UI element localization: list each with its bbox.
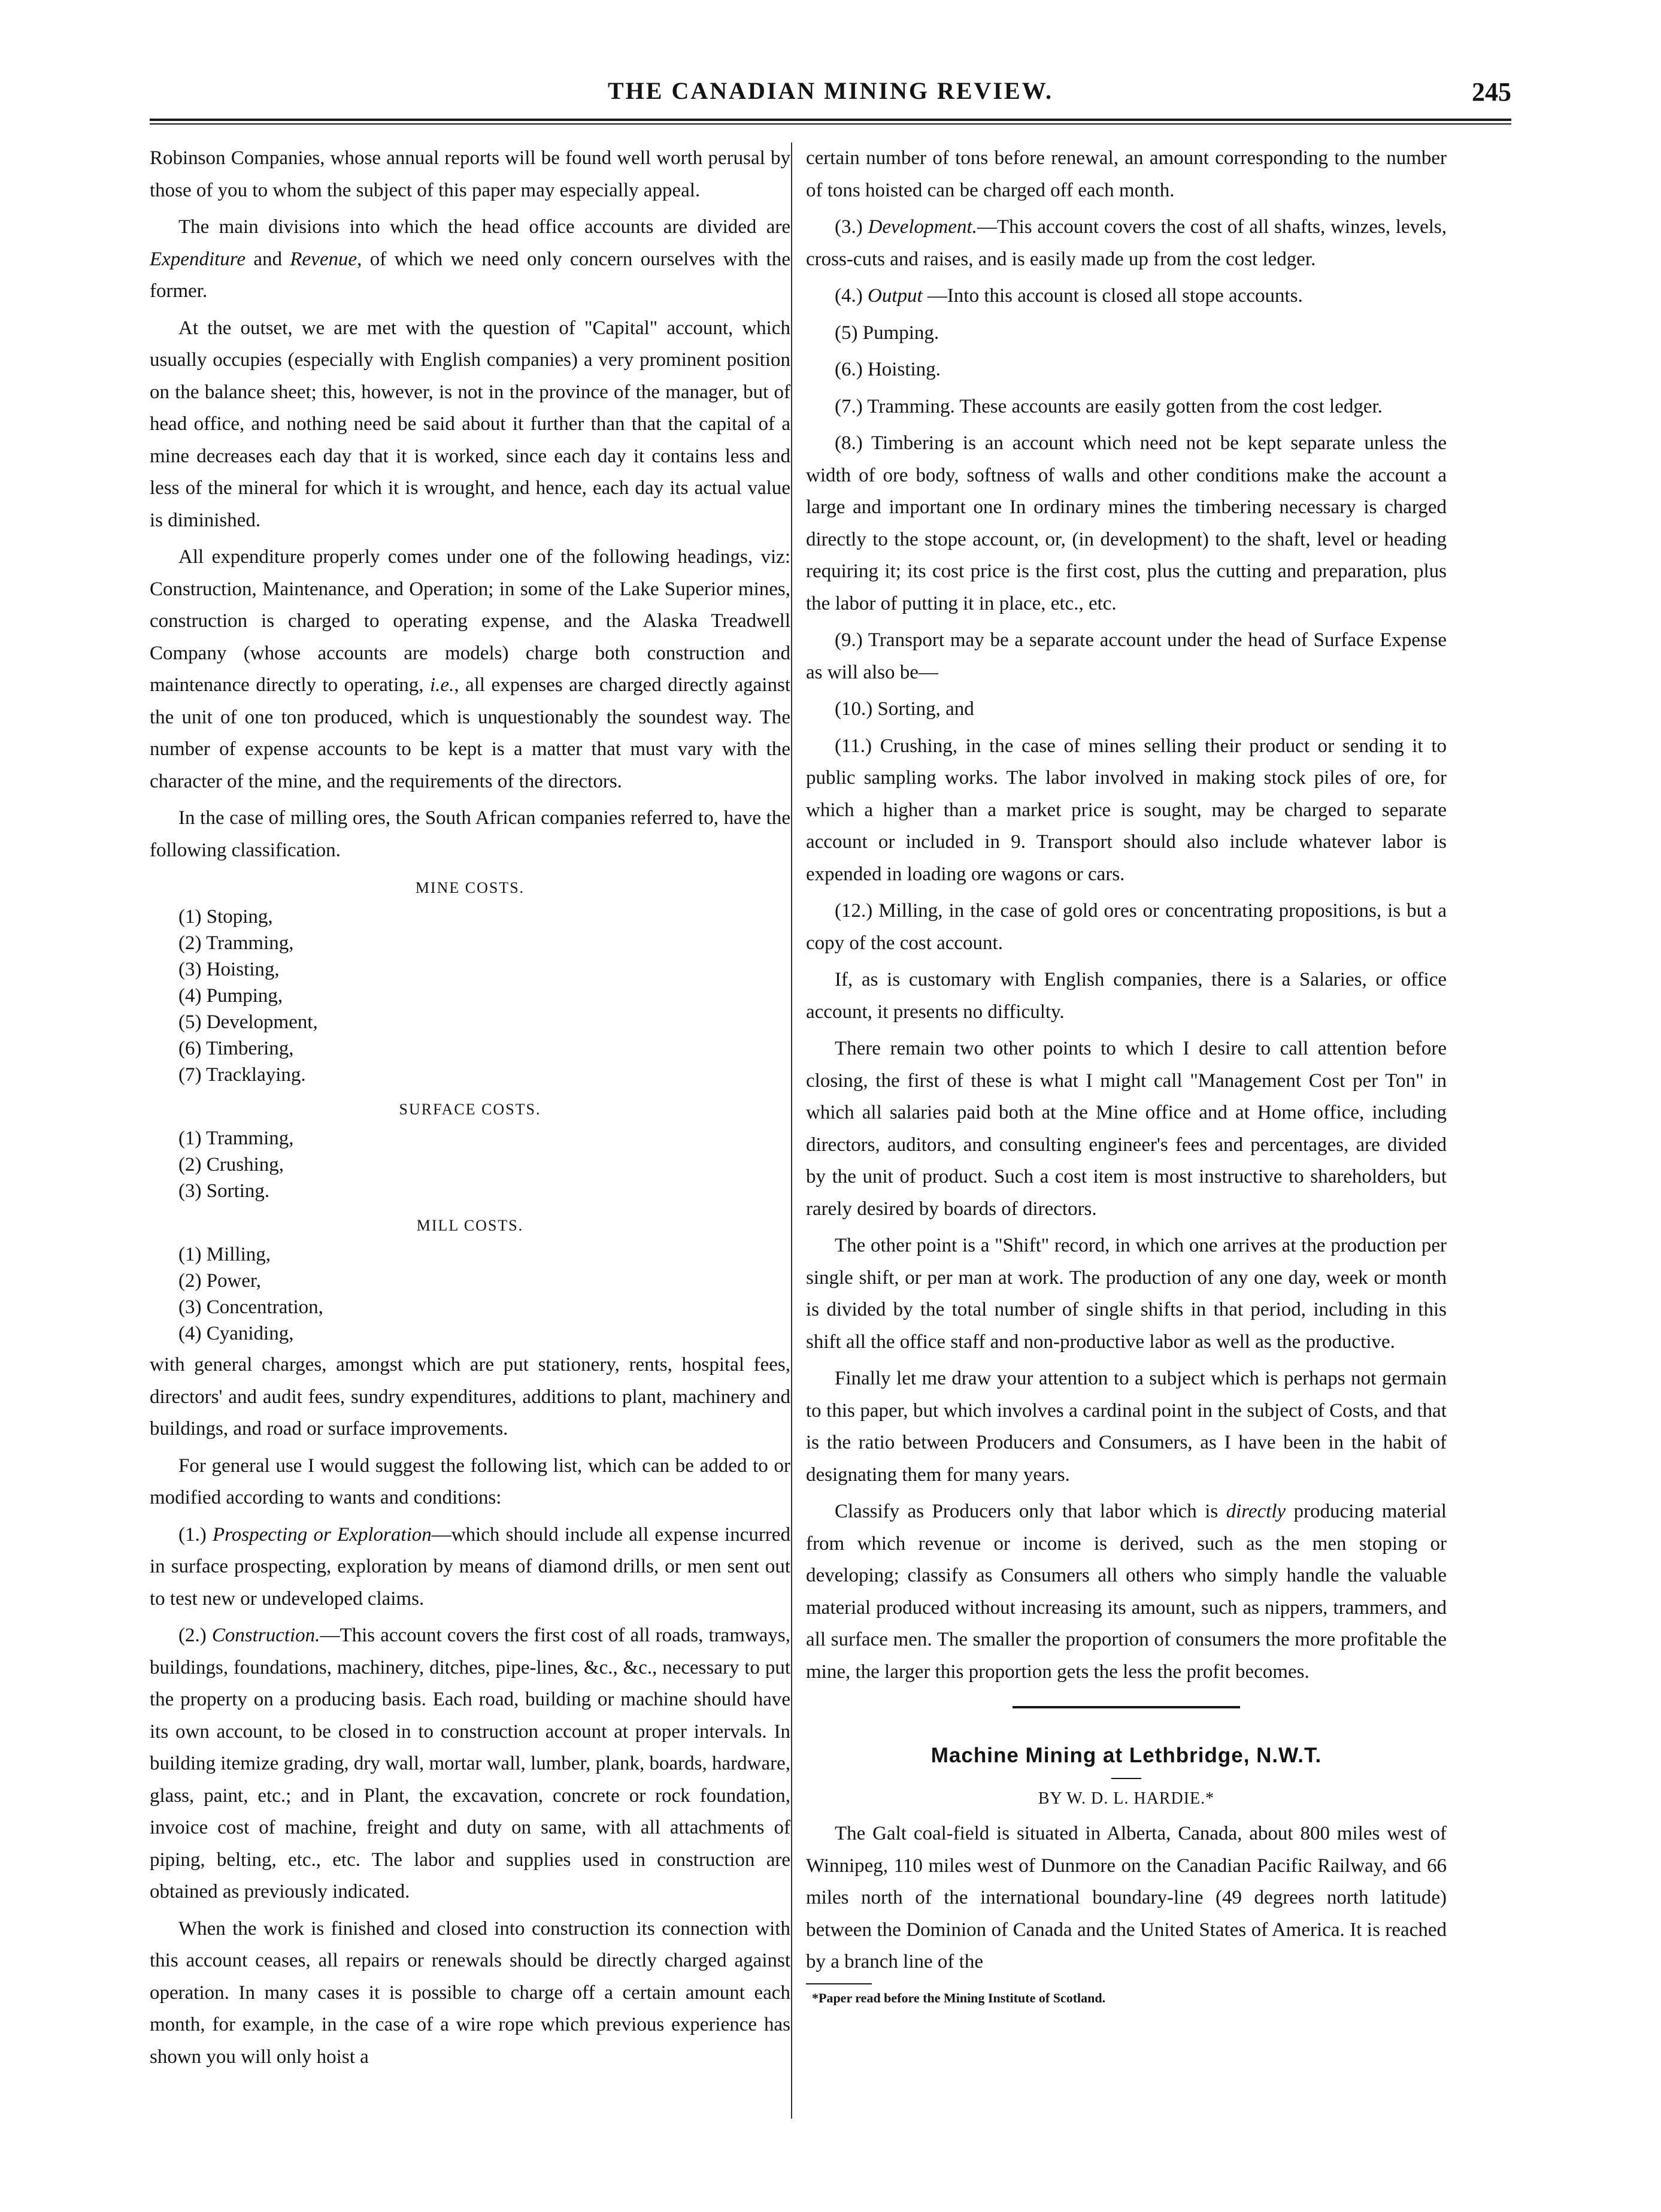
paragraph: (5) Pumping.: [835, 322, 939, 344]
list-item: (1) Milling,: [178, 1244, 271, 1265]
paragraph: [150, 1519, 790, 1616]
title-rule: [1111, 1778, 1141, 1779]
paragraph: At the outset, we are met with the question of "Capital" account, which usually occupies (especially with English companies) a very prominent position on the balance sheet; this, however, is not in the province of the manager, but of head office, and nothing need be said about it further than that the capital of a mine decreases each day that it is worked, since each day it contains less and less of the mineral for which it is wrought, and hence, each day its actual value is diminished.: [150, 317, 790, 531]
paragraph: In the case of milling ores, the South African companies referred to, have the following classification.: [150, 807, 790, 861]
footnote: *Paper read before the Mining Institute of Scotland.: [812, 1990, 1106, 2005]
list-item: (2) Tramming,: [178, 932, 294, 954]
text-run: (2.): [178, 1625, 212, 1646]
mine-costs-heading: MINE COSTS.: [415, 879, 525, 896]
text-run: All expenditure properly comes under one of the following headings, viz: Construction, Maintenance, and Operation; in some of the Lake Superior mines, construction is charged to operating expense, and the Alaska Treadwell Company (whose accounts are models) charge both construction and maintenance directly to operating,: [150, 546, 790, 696]
text-run: The main divisions into which the head office accounts are divided are: [178, 216, 790, 238]
paragraph: Finally let me draw your attention to a subject which is perhaps not germain to this paper, but which involves a cardinal point in the subject of Costs, and that is the ratio between Producers and Consumers, as I have been in the habit of designating them for many years.: [806, 1368, 1447, 1486]
text-run: —This account covers the first cost of all roads, tramways, buildings, foundations, machinery, ditches, pipe-lines, &c., &c., necessary to put the property on a producing basis. Each road, building or machine should have its own account, to be closed in to construction account at proper intervals. In building itemize grading, dry wall, mortar wall, lumber, plank, boards, hardware, glass, paint, etc.; and in Plant, the excavation, concrete or rock foundation, invoice cost of machine, freight and duty on same, with all attachments of piping, belting, etc., etc. The labor and supplies used in construction are obtained as previously indicated.: [150, 1625, 791, 1902]
list-item: (3) Concentration,: [178, 1296, 323, 1318]
paragraph: [806, 1496, 1447, 1688]
mill-costs-list: [150, 1241, 790, 1347]
list-item: (2) Crushing,: [178, 1154, 284, 1175]
emphasis: directly: [1226, 1501, 1286, 1522]
paragraph: (7.) Tramming. These accounts are easily gotten from the cost ledger.: [835, 395, 1383, 417]
text-run: (4.): [835, 285, 868, 307]
paragraph: (9.) Transport may be a separate account under the head of Surface Expense as will also be—: [806, 629, 1447, 683]
emphasis: Prospecting or Exploration: [212, 1523, 432, 1546]
page-header: [150, 77, 1511, 119]
paragraph: [150, 1620, 790, 1908]
paragraph: [150, 541, 790, 798]
list-item: (3) Sorting.: [178, 1180, 270, 1202]
byline: BY W. D. L. HARDIE.*: [1038, 1789, 1215, 1808]
paragraph: (11.) Crushing, in the case of mines selling their product or sending it to public sampling works. The labor involved in making stock piles of ore, for which a higher than a market price is sought, may be charged to separate account or included in 9. Transport should also include whatever labor is expended in loading ore wagons or cars.: [806, 735, 1447, 885]
text-run: —Into this account is closed all stope accounts.: [922, 285, 1303, 307]
paragraph: When the work is finished and closed into construction its connection with this account ceases, all repairs or renewals should be directly charged against operation. In many cases it is possible to charge off a certain amount each month, for example, in the case of a wire rope which previous experience has shown you will only hoist a: [150, 1917, 790, 2068]
left-column: [150, 143, 790, 2078]
section-rule: [1013, 1706, 1240, 1708]
list-item: (7) Tracklaying.: [178, 1064, 306, 1086]
paragraph: certain number of tons before renewal, an amount corresponding to the number of tons hoisted can be charged off each month.: [806, 147, 1447, 201]
text-run: , of which we need only concern ourselves with the former.: [150, 248, 790, 302]
text-run: and: [245, 248, 290, 270]
list-item: (2) Power,: [178, 1270, 261, 1292]
paragraph: Robinson Companies, whose annual reports will be found well worth perusal by those of you to whom the subject of this paper may especially appeal.: [150, 147, 790, 201]
emphasis: Revenue: [290, 248, 357, 270]
header-rule: [150, 119, 1511, 121]
footnote-rule: [806, 1983, 872, 1984]
right-column: [806, 143, 1447, 2007]
list-item: (5) Development,: [178, 1011, 318, 1033]
journal-title: THE CANADIAN MINING REVIEW.: [607, 77, 1054, 104]
emphasis: Construction.: [211, 1625, 320, 1646]
paragraph: There remain two other points to which I desire to call attention before closing, the first of these is what I might call "Management Cost per Ton" in which all salaries paid both at the Mine office and at Home office, including directors, auditors, and consulting engineer's fees and percentages, are divided by the unit of product. Such a cost item is most instructive to shareholders, but rarely desired by boards of directors.: [806, 1038, 1447, 1220]
list-item: (4) Pumping,: [178, 985, 283, 1007]
emphasis: i.e.: [430, 674, 454, 696]
list-item: (1) Tramming,: [178, 1128, 294, 1149]
list-item: (4) Cyaniding,: [178, 1323, 294, 1344]
header-rule-thin: [150, 123, 1511, 125]
column-divider: [791, 143, 792, 2119]
paragraph: (10.) Sorting, and: [835, 698, 974, 720]
text-run: , all expenses are charged directly against the unit of one ton produced, which is unquestionably the soundest way. The number of expense accounts to be kept is a matter that must vary with the character of the mine, and the requirements of the directors.: [150, 674, 790, 792]
page-number: 245: [1472, 77, 1511, 107]
emphasis: Output: [867, 285, 923, 307]
surface-costs-heading: SURFACE COSTS.: [399, 1101, 541, 1118]
list-item: (6) Timbering,: [178, 1038, 294, 1059]
paragraph: with general charges, amongst which are put stationery, rents, hospital fees, directors' and audit fees, sundry expenditures, additions to plant, machinery and buildings, and road or surface improvements.: [150, 1354, 790, 1440]
paragraph: For general use I would suggest the following list, which can be added to or modified according to wants and conditions:: [150, 1455, 790, 1508]
paragraph: [150, 211, 790, 308]
mill-costs-heading: MILL COSTS.: [416, 1217, 524, 1234]
text-run: (3.): [835, 216, 868, 238]
mine-costs-list: [150, 904, 790, 1088]
paragraph: The other point is a "Shift" record, in which one arrives at the production per single shift, or per man at work. The production of any one day, week or month is divided by the total number of single shifts in that period, including in this shift all the office staff and non-productive labor as well as the productive.: [806, 1235, 1447, 1353]
text-run: Classify as Producers only that labor which is: [835, 1501, 1226, 1522]
paragraph: If, as is customary with English companies, there is a Salaries, or office account, it presents no difficulty.: [806, 969, 1447, 1023]
paragraph: The Galt coal-field is situated in Alberta, Canada, about 800 miles west of Winnipeg, 110 miles west of Dunmore on the Canadian Pacific Railway, and 66 miles north of the international boundary-line (49 degrees north latitude) between the Dominion of Canada and the United States of America. It is reached by a branch line of the: [806, 1823, 1447, 1972]
text-run: —which should include all expense incurred in surface prospecting, exploration by means of diamond drills, or men sent out to test new or undeveloped claims.: [150, 1523, 790, 1610]
paragraph: (12.) Milling, in the case of gold ores or concentrating propositions, is but a copy of the cost account.: [806, 900, 1447, 954]
paragraph: [806, 211, 1447, 275]
emphasis: Development.: [868, 216, 977, 238]
list-item: (3) Hoisting,: [178, 959, 280, 980]
list-item: (1) Stoping,: [178, 906, 273, 928]
paragraph: (6.) Hoisting.: [835, 359, 941, 380]
surface-costs-list: [150, 1125, 790, 1204]
text-run: (1.): [178, 1523, 213, 1546]
text-run: —This account covers the cost of all shafts, winzes, levels, cross-cuts and raises, and is easily made up from the cost ledger.: [806, 216, 1447, 270]
paragraph: [806, 280, 1447, 313]
paragraph: (8.) Timbering is an account which need not be kept separate unless the width of ore body, softness of walls and other conditions make the account a large and important one In ordinary mines the timbering necessary is charged directly to the stope account, or, (in development) to the shaft, level or heading requiring it; its cost price is the first cost, plus the cutting and preparation, plus the labor of putting it in place, etc., etc.: [806, 432, 1447, 614]
emphasis: Expenditure: [150, 248, 246, 270]
article-title: Machine Mining at Lethbridge, N.W.T.: [930, 1744, 1322, 1767]
text-run: producing material from which revenue or income is derived, such as the men stoping or developing; classify as Consumers all others who simply handle the valuable material produced without increasing its amount, such as nippers, trammers, and all surface men. The smaller the proportion of consumers the more profitable the mine, the larger this proportion gets the less the profit becomes.: [806, 1501, 1447, 1683]
